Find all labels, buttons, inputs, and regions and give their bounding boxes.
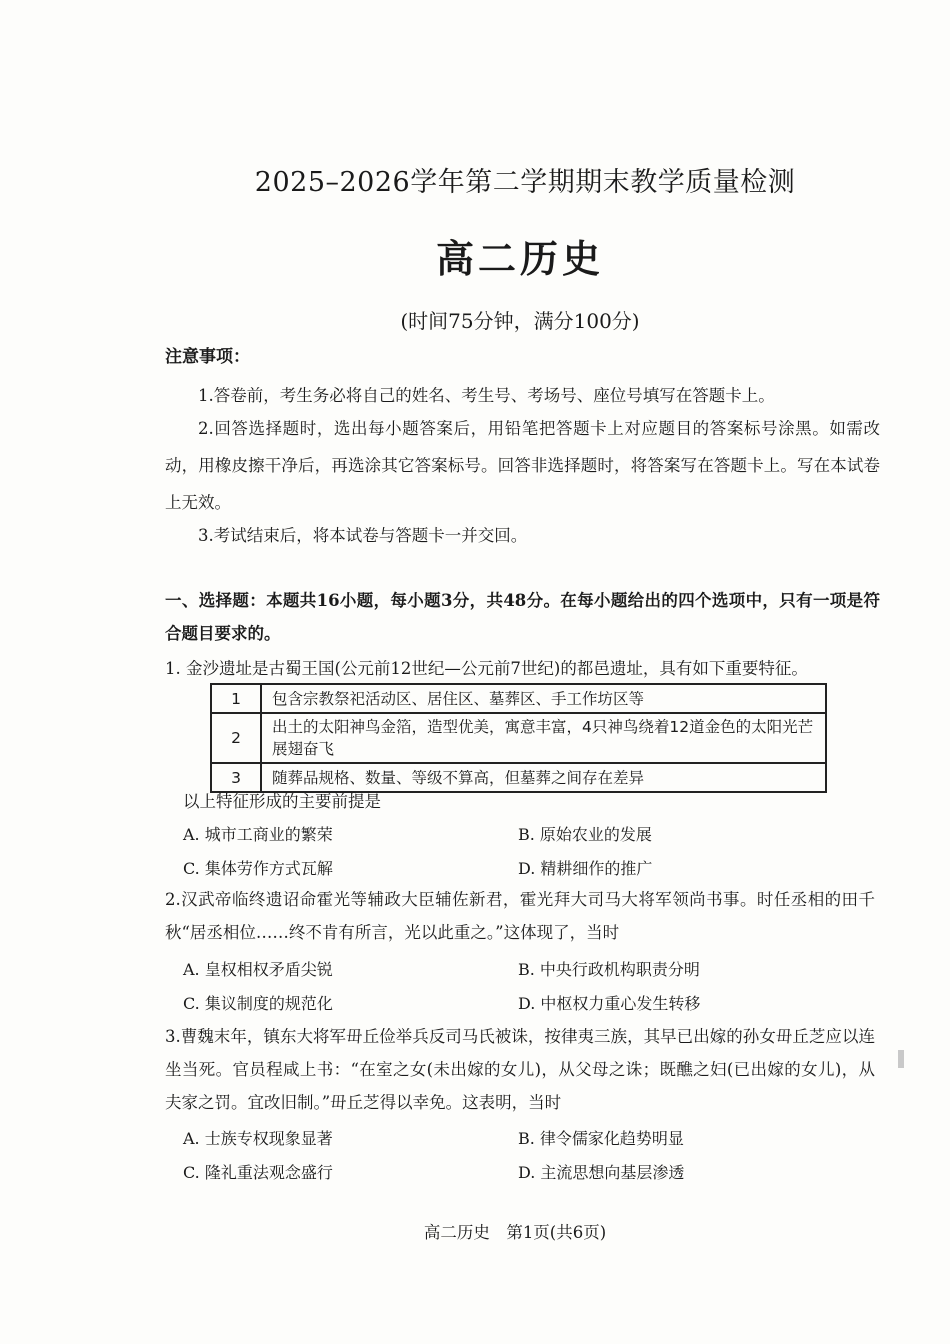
notice-item-2: 2.回答选择题时，选出每小题答案后，用铅笔把答题卡上对应题目的答案标号涂黑。如需改动，用橡皮擦干净后，再选涂其它答案标号。回答非选择题时，将答案写在答题卡上。写在本试卷上无效。	[165, 419, 880, 512]
question-1-option-c: C. 集体劳作方式瓦解	[183, 859, 333, 878]
page-footer: 高二历史 第1页(共6页)	[423, 1223, 607, 1242]
subject-title: 高二历史	[435, 236, 604, 281]
section-heading: 一、选择题：本题共16小题，每小题3分，共48分。在每小题给出的四个选项中，只有一项是符合题目要求的。	[165, 591, 880, 643]
table-row	[211, 684, 826, 713]
question-3-option-b: B. 律令儒家化趋势明显	[518, 1129, 684, 1148]
table-row	[211, 713, 826, 763]
question-1-option-a: A. 城市工商业的繁荣	[183, 825, 333, 844]
question-2-stem: 2.汉武帝临终遗诏命霍光等辅政大臣辅佐新君，霍光拜大司马大将军领尚书事。时任丞相的田千秋“居丞相位……终不肯有所言，光以此重之。”这体现了，当时	[165, 890, 875, 942]
notice-heading: 注意事项：	[165, 347, 250, 367]
question-3-option-d: D. 主流思想向基层渗透	[518, 1163, 685, 1182]
question-3-stem: 3.曹魏末年，镇东大将军毌丘俭举兵反司马氏被诛，按律夷三族，其早已出嫁的孙女毌丘芝应以连坐当死。官员程咸上书：“在室之女(未出嫁的女儿)，从父母之诛；既醮之妇(已出嫁的女儿)，从夫家之罚。宜改旧制。”毌丘芝得以幸免。这表明，当时	[165, 1027, 875, 1112]
notice-item-3: 3.考试结束后，将本试卷与答题卡一并交回。	[198, 526, 528, 545]
question-2-option-c: C. 集议制度的规范化	[183, 994, 333, 1013]
table-cell-text: 随葬品规格、数量、等级不算高，但墓葬之间存在差异	[261, 763, 826, 792]
table-cell-text: 出土的太阳神鸟金箔，造型优美，寓意丰富，4只神鸟绕着12道金色的太阳光芒展翅奋飞	[261, 713, 826, 763]
question-1-option-d: D. 精耕细作的推广	[518, 859, 653, 878]
question-3-option-c: C. 隆礼重法观念盛行	[183, 1163, 333, 1182]
question-2-option-a: A. 皇权相权矛盾尖锐	[183, 960, 333, 979]
table-cell-num: 3	[211, 763, 261, 792]
question-1-stem: 1. 金沙遗址是古蜀王国(公元前12世纪—公元前7世纪)的都邑遗址，具有如下重要特征。	[165, 659, 808, 678]
question-2-option-d: D. 中枢权力重心发生转移	[518, 994, 701, 1013]
table-cell-text: 包含宗教祭祀活动区、居住区、墓葬区、手工作坊区等	[261, 684, 826, 713]
notice-item-1: 1.答卷前，考生务必将自己的姓名、考生号、考场号、座位号填写在答题卡上。	[198, 386, 775, 405]
question-1-option-b: B. 原始农业的发展	[518, 825, 652, 844]
exam-title: 2025–2026学年第二学期期末教学质量检测	[254, 167, 796, 198]
time-info: (时间75分钟，满分100分)	[400, 309, 640, 333]
scan-mark	[898, 1050, 904, 1068]
question-1-prompt: 以上特征形成的主要前提是	[183, 792, 381, 811]
table-cell-num: 1	[211, 684, 261, 713]
question-2-option-b: B. 中央行政机构职责分明	[518, 960, 700, 979]
question-3-option-a: A. 士族专权现象显著	[183, 1129, 333, 1148]
question-1-table	[210, 683, 827, 793]
table-cell-num: 2	[211, 713, 261, 763]
